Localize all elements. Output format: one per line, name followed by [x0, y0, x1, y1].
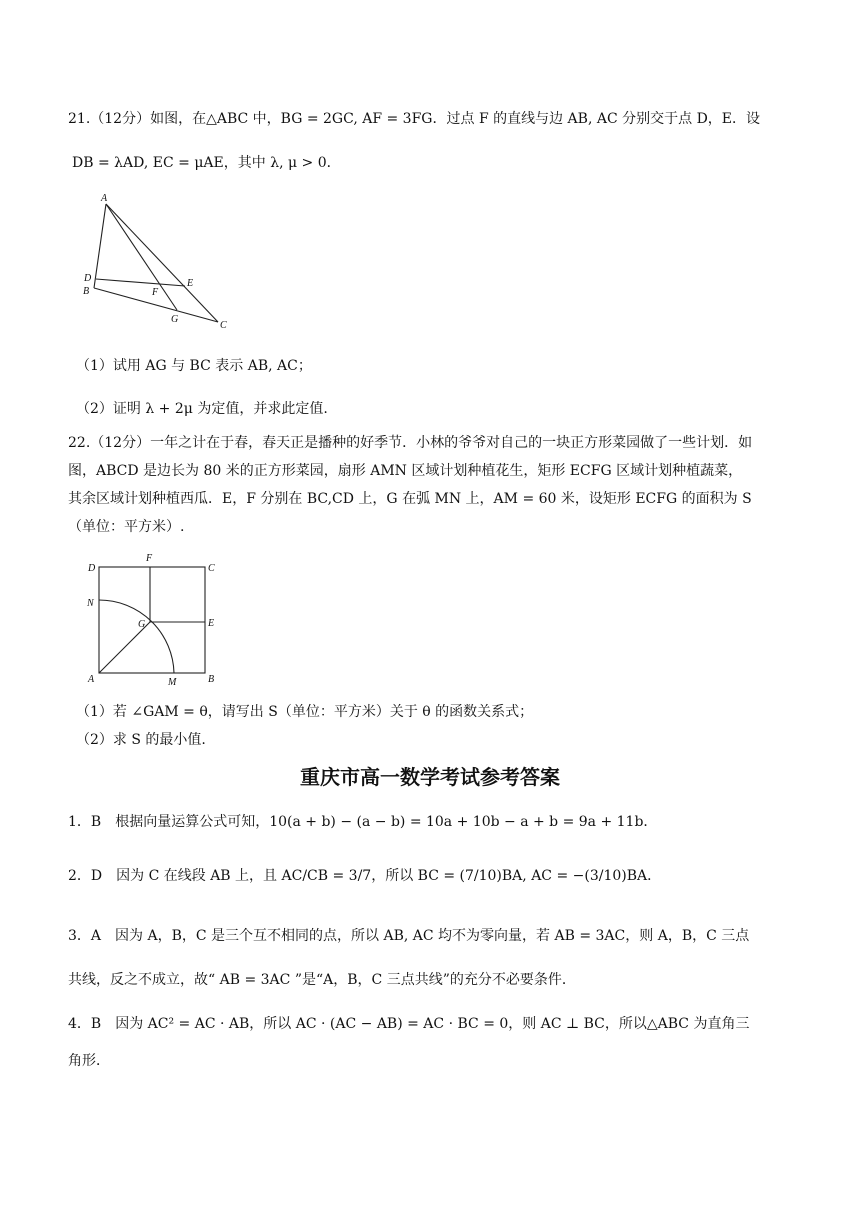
answers-title: 重庆市高一数学考试参考答案: [300, 765, 560, 789]
label-M: M: [168, 677, 177, 688]
edge-AC: [106, 204, 218, 322]
q21-part2: （2）证明 λ + 2μ 为定值，并求此定值.: [76, 401, 328, 417]
answer-2: 2．D 因为 C 在线段 AB 上，且 AC/CB = 3/7，所以 BC = (7/10)BA, AC = −(3/10)BA．: [68, 868, 662, 884]
answer-3-line2: 共线，反之不成立，故“ AB = 3AC ”是“A，B，C 三点共线”的充分不必要条件．: [68, 972, 576, 988]
q22-part1: （1）若 ∠GAM = θ，请写出 S（单位：平方米）关于 θ 的函数关系式；: [76, 704, 534, 720]
q21-part1: （1）试用 AG 与 BC 表示 AB, AC；: [76, 358, 312, 374]
label-C: C: [208, 563, 215, 574]
q21-triangle-figure: [70, 192, 250, 337]
label-F: F: [146, 553, 153, 564]
label-A: A: [88, 674, 95, 685]
q21-line1: 21.（12分）如图，在△ABC 中，BG = 2GC, AF = 3FG．过点 F 的直线与边 AB, AC 分别交于点 D，E．设: [68, 111, 761, 127]
label-D: D: [88, 563, 96, 574]
label-E: E: [208, 618, 215, 629]
answer-4-line2: 角形．: [68, 1053, 110, 1069]
label-G: G: [171, 314, 179, 325]
q22-line1: 22.（12分）一年之计在于春，春天正是播种的好季节．小林的爷爷对自己的一块正方形菜园做了一些计划．如: [68, 435, 753, 451]
label-G: G: [138, 619, 146, 630]
label-F: F: [152, 287, 159, 298]
answer-1: 1．B 根据向量运算公式可知，10(a + b) − (a − b) = 10a + 10b − a + b = 9a + 11b．: [68, 814, 658, 830]
label-C: C: [220, 320, 227, 331]
answer-3-line1: 3．A 因为 A，B，C 是三个互不相同的点，所以 AB, AC 均不为零向量，若 AB = 3AC，则 A，B，C 三点: [68, 928, 750, 944]
label-A: A: [101, 193, 108, 204]
edge-AB: [94, 204, 106, 288]
label-D: D: [84, 273, 92, 284]
q21-line2: DB = λAD, EC = μAE，其中 λ, μ > 0．: [72, 155, 341, 171]
q22-line4: （单位：平方米）.: [68, 519, 185, 535]
label-B: B: [83, 286, 90, 297]
label-B: B: [208, 674, 215, 685]
label-N: N: [87, 598, 94, 609]
label-E: E: [187, 278, 194, 289]
q22-line2: 图，ABCD 是边长为 80 米的正方形菜园，扇形 AMN 区域计划种植花生，矩形 ECFG 区域计划种植蔬菜，: [68, 463, 743, 479]
q22-square-figure: [82, 548, 222, 690]
q22-line3: 其余区域计划种植西瓜．E，F 分别在 BC,CD 上，G 在弧 MN 上，AM = 60 米，设矩形 ECFG 的面积为 S: [68, 491, 752, 507]
q22-part2: （2）求 S 的最小值.: [76, 732, 206, 748]
segment-DE: [96, 279, 185, 286]
answer-4-line1: 4．B 因为 AC² = AC · AB，所以 AC · (AC − AB) = AC · BC = 0，则 AC ⊥ BC，所以△ABC 为直角三: [68, 1016, 750, 1032]
